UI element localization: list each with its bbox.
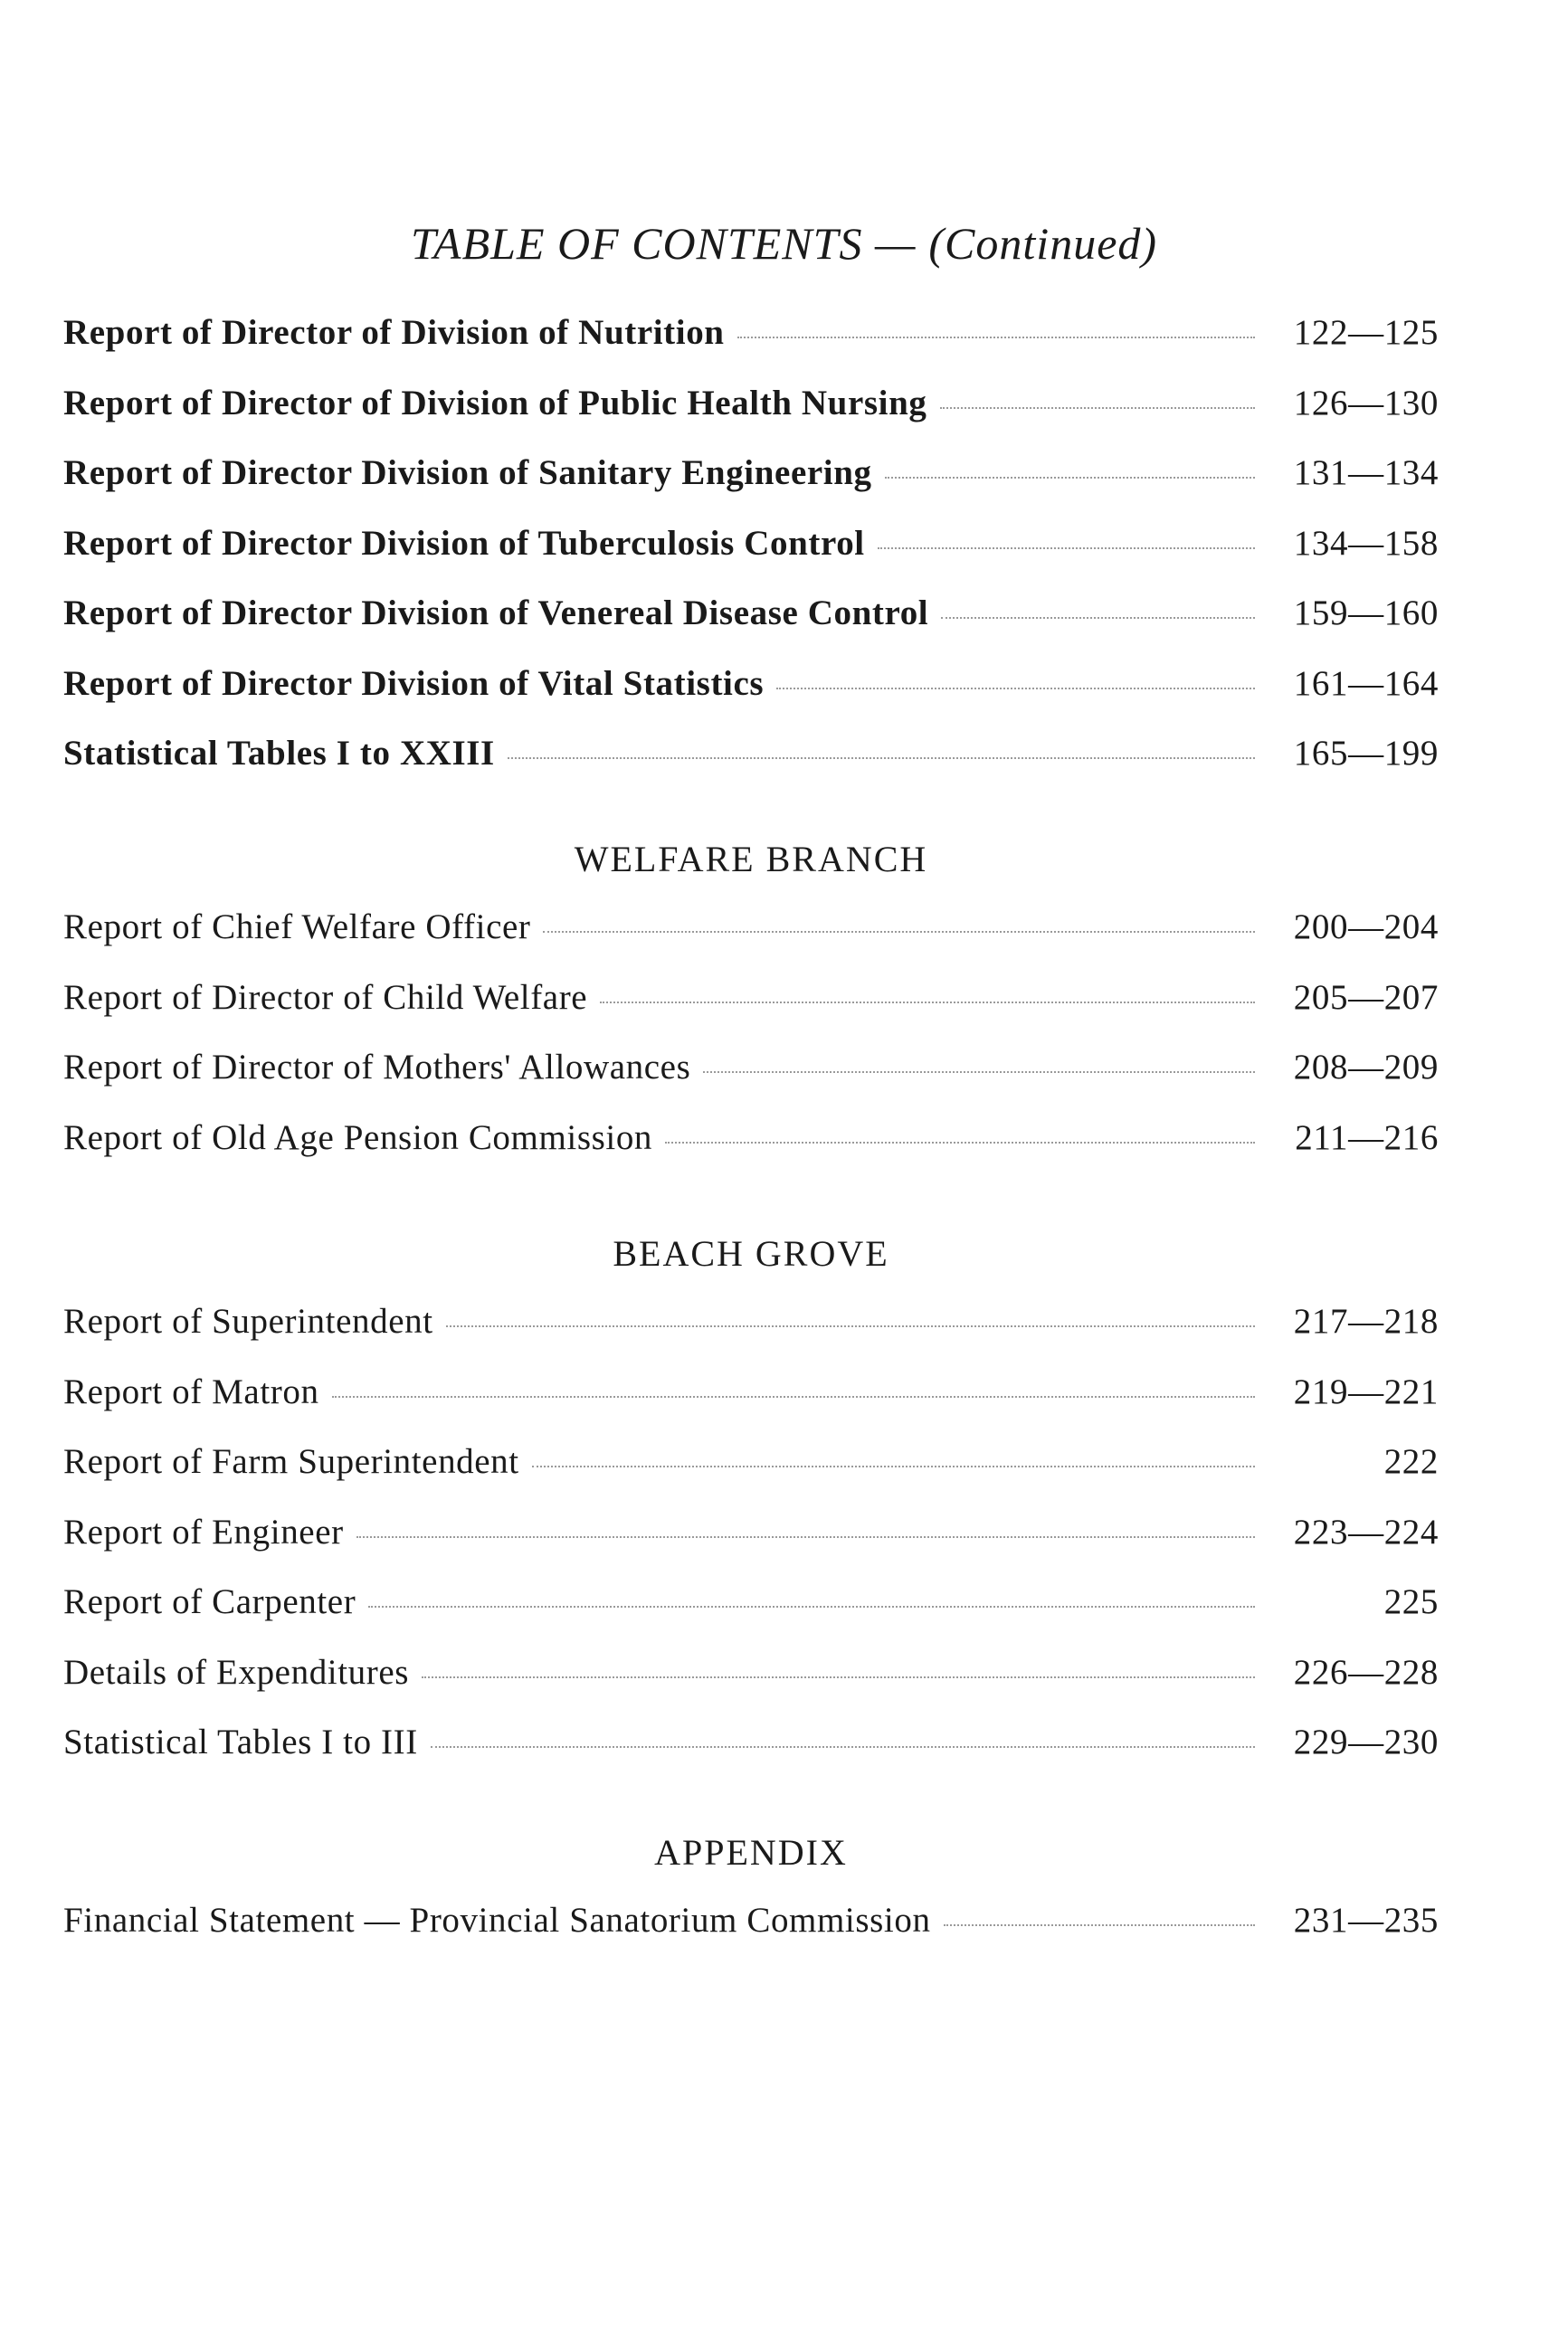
entry-label: Report of Director of Child Welfare: [63, 977, 588, 1017]
entry-pages: 226—228: [1293, 1652, 1439, 1692]
dot-leader: [940, 407, 1256, 409]
entry-pages: 217—218: [1293, 1302, 1439, 1341]
section-heading-beach-grove: BEACH GROVE: [613, 1233, 889, 1274]
entry-label: Report of Superintendent: [63, 1302, 433, 1341]
toc-entry: [63, 907, 1439, 977]
dot-leader: [356, 1536, 1255, 1538]
dot-leader: [431, 1746, 1255, 1748]
entry-pages: 165—199: [1293, 734, 1439, 773]
dot-leader: [737, 337, 1255, 338]
toc-entry: [63, 1722, 1439, 1792]
entry-label: Report of Carpenter: [63, 1582, 356, 1621]
toc-entry: [63, 1652, 1439, 1723]
entry-label: Details of Expenditures: [63, 1652, 410, 1692]
entry-label: Statistical Tables I to III: [63, 1723, 418, 1761]
entry-pages: 200—204: [1293, 907, 1439, 946]
toc-entry: [63, 1047, 1439, 1117]
entry-pages: 211—216: [1295, 1117, 1439, 1157]
toc-entry: [63, 593, 1439, 663]
toc-entry: [63, 977, 1439, 1048]
entry-pages: 134—158: [1293, 523, 1439, 563]
entry-label: Report of Director of Division of Nutrition: [63, 313, 725, 352]
beach-grove-section: [63, 1207, 1439, 1792]
entry-pages: 225: [1383, 1582, 1439, 1621]
entry-pages: 159—160: [1293, 593, 1439, 632]
entry-pages: 231—235: [1293, 1901, 1439, 1940]
entry-label: Report of Farm Superintendent: [63, 1442, 519, 1481]
dot-leader: [508, 757, 1255, 759]
dot-leader: [776, 688, 1255, 689]
toc-entry: [63, 733, 1439, 803]
dot-leader: [885, 477, 1255, 479]
dot-leader: [944, 1924, 1255, 1926]
entry-label: Report of Director Division of Vital Statistics: [63, 663, 765, 703]
entry-label: Report of Director of Mothers' Allowances: [63, 1048, 691, 1087]
entry-label: Report of Director Division of Sanitary Engineering: [63, 453, 872, 492]
dot-leader: [600, 1002, 1255, 1003]
dot-leader: [665, 1142, 1255, 1144]
dot-leader: [703, 1071, 1255, 1073]
toc-entry: [63, 1441, 1439, 1512]
dot-leader: [332, 1396, 1255, 1398]
entry-pages: 122—125: [1293, 313, 1439, 352]
entry-pages: 126—130: [1293, 383, 1439, 422]
section-heading-appendix: APPENDIX: [654, 1832, 848, 1873]
dot-leader: [878, 547, 1255, 549]
health-section: [63, 312, 1439, 803]
dot-leader: [368, 1606, 1255, 1608]
dot-leader: [422, 1676, 1255, 1678]
entry-label: Report of Old Age Pension Commission: [63, 1117, 653, 1157]
entry-pages: 219—221: [1293, 1372, 1439, 1411]
entry-label: Report of Director Division of Tuberculosis Control: [63, 523, 865, 563]
toc-entry: [63, 1581, 1439, 1652]
title-main: TABLE OF CONTENTS —: [410, 218, 917, 269]
entry-pages: 208—209: [1293, 1048, 1439, 1087]
dot-leader: [446, 1325, 1255, 1327]
entry-pages: 229—230: [1293, 1723, 1439, 1761]
entry-label: Statistical Tables I to XXIII: [63, 734, 495, 773]
welfare-section: [63, 812, 1439, 1187]
page-title: [0, 217, 1568, 270]
entry-label: Report of Matron: [63, 1372, 319, 1411]
entry-label: Report of Director of Division of Public Health Nursing: [63, 383, 927, 422]
toc-entry: [63, 663, 1439, 734]
entry-label: Financial Statement — Provincial Sanatorium Commission: [63, 1901, 931, 1940]
toc-entry: [63, 1117, 1439, 1188]
entry-pages: 223—224: [1293, 1512, 1439, 1552]
entry-label: Report of Engineer: [63, 1512, 344, 1552]
entry-pages: 131—134: [1293, 453, 1439, 492]
entry-pages: 222: [1383, 1442, 1439, 1481]
entry-pages: 205—207: [1293, 977, 1439, 1017]
toc-entry: [63, 312, 1439, 383]
dot-leader: [532, 1466, 1255, 1467]
title-continued: (Continued): [928, 218, 1158, 269]
toc-entry: [63, 1372, 1439, 1442]
dot-leader: [543, 931, 1255, 933]
entry-pages: 161—164: [1293, 663, 1439, 703]
entry-label: Report of Chief Welfare Officer: [63, 907, 531, 946]
toc-entry: [63, 452, 1439, 523]
toc-entry: [63, 523, 1439, 593]
toc-entry: [63, 1900, 1439, 1970]
entry-label: Report of Director Division of Venereal Disease Control: [63, 593, 929, 632]
dot-leader: [941, 617, 1255, 619]
appendix-section: [63, 1806, 1439, 1970]
toc-entry: [63, 1512, 1439, 1582]
section-heading-welfare: WELFARE BRANCH: [574, 839, 928, 879]
toc-entry: [63, 1301, 1439, 1372]
toc-entry: [63, 383, 1439, 453]
